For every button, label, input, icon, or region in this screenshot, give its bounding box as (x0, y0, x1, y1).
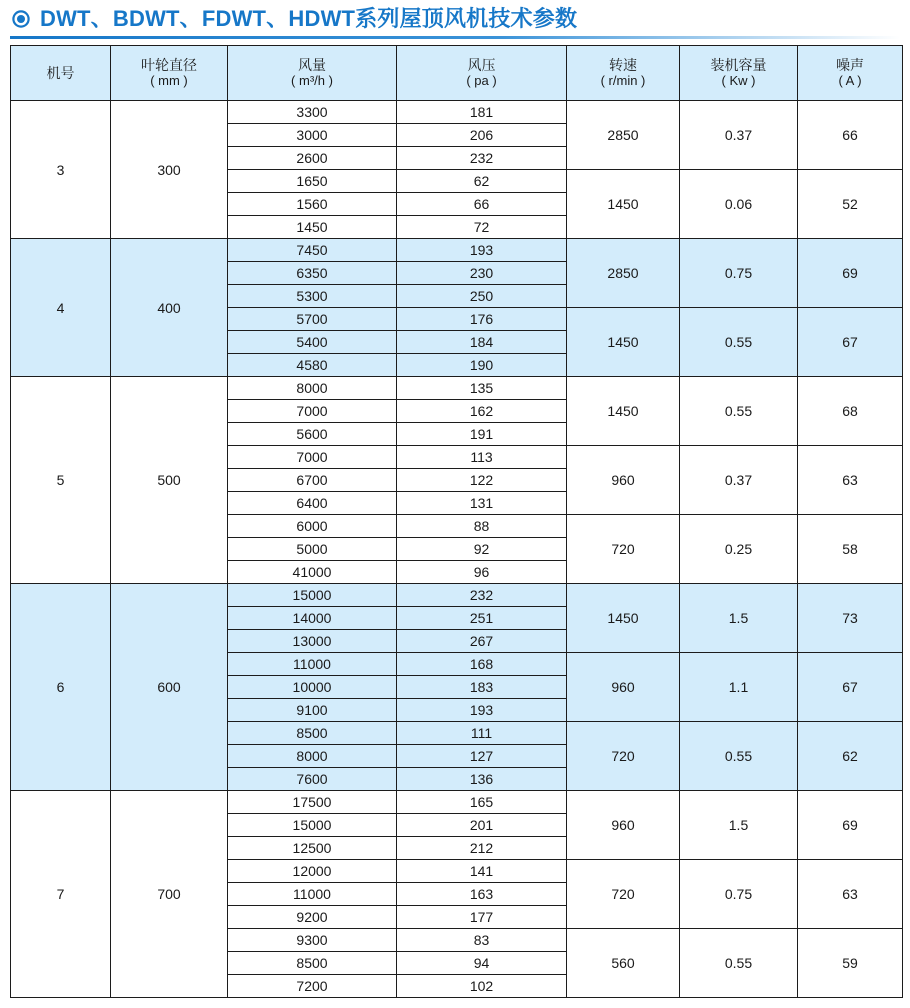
pressure-cell: 162 (397, 400, 567, 423)
pressure-cell: 232 (397, 584, 567, 607)
pressure-cell: 92 (397, 538, 567, 561)
airflow-cell: 5600 (228, 423, 397, 446)
column-label: 风量 (298, 57, 326, 73)
pressure-cell: 127 (397, 745, 567, 768)
airflow-cell: 11000 (228, 653, 397, 676)
airflow-cell: 11000 (228, 883, 397, 906)
page-header (10, 4, 900, 36)
speed-cell: 960 (567, 791, 680, 860)
airflow-cell: 5700 (228, 308, 397, 331)
pressure-cell: 190 (397, 354, 567, 377)
airflow-cell: 7450 (228, 239, 397, 262)
speed-cell: 1450 (567, 170, 680, 239)
pressure-cell: 163 (397, 883, 567, 906)
airflow-cell: 2600 (228, 147, 397, 170)
column-label: 转速 (609, 57, 637, 73)
airflow-cell: 8500 (228, 722, 397, 745)
power-cell: 0.06 (680, 170, 798, 239)
speed-cell: 960 (567, 446, 680, 515)
airflow-cell: 5000 (228, 538, 397, 561)
airflow-cell: 3300 (228, 101, 397, 124)
airflow-cell: 1650 (228, 170, 397, 193)
column-header (11, 46, 111, 101)
column-label: 叶轮直径 (141, 57, 197, 73)
pressure-cell: 135 (397, 377, 567, 400)
power-cell: 0.37 (680, 101, 798, 170)
airflow-cell: 12000 (228, 860, 397, 883)
pressure-cell: 212 (397, 837, 567, 860)
power-cell: 0.25 (680, 515, 798, 584)
airflow-cell: 5300 (228, 285, 397, 308)
power-cell: 1.5 (680, 791, 798, 860)
airflow-cell: 6400 (228, 492, 397, 515)
table-row (11, 791, 903, 814)
title-underline (10, 36, 900, 39)
header-row (11, 46, 903, 101)
column-label: 装机容量 (710, 57, 767, 73)
airflow-cell: 7600 (228, 768, 397, 791)
speed-cell: 1450 (567, 377, 680, 446)
pressure-cell: 267 (397, 630, 567, 653)
column-unit: ( A ) (838, 73, 862, 88)
airflow-cell: 7200 (228, 975, 397, 998)
speed-cell: 1450 (567, 584, 680, 653)
speed-cell: 2850 (567, 101, 680, 170)
noise-cell: 63 (798, 446, 903, 515)
power-cell: 1.5 (680, 584, 798, 653)
impeller-diameter-cell: 400 (111, 239, 228, 377)
column-unit: ( r/min ) (600, 73, 646, 88)
speed-cell: 720 (567, 515, 680, 584)
airflow-cell: 9200 (228, 906, 397, 929)
table-row (11, 584, 903, 607)
airflow-cell: 6000 (228, 515, 397, 538)
airflow-cell: 8000 (228, 377, 397, 400)
speed-cell: 2850 (567, 239, 680, 308)
column-label: 噪声 (836, 57, 864, 73)
impeller-diameter-cell: 500 (111, 377, 228, 584)
pressure-cell: 96 (397, 561, 567, 584)
airflow-cell: 6350 (228, 262, 397, 285)
pressure-cell: 141 (397, 860, 567, 883)
power-cell: 0.55 (680, 929, 798, 998)
power-cell: 0.75 (680, 239, 798, 308)
pressure-cell: 102 (397, 975, 567, 998)
pressure-cell: 66 (397, 193, 567, 216)
pressure-cell: 232 (397, 147, 567, 170)
airflow-cell: 1450 (228, 216, 397, 239)
pressure-cell: 184 (397, 331, 567, 354)
column-header (798, 46, 903, 101)
column-label: 风压 (467, 57, 496, 73)
model-number-cell: 5 (11, 377, 111, 584)
column-unit: ( pa ) (466, 73, 497, 88)
airflow-cell: 5400 (228, 331, 397, 354)
noise-cell: 58 (798, 515, 903, 584)
pressure-cell: 131 (397, 492, 567, 515)
spec-table-body (11, 101, 903, 998)
airflow-cell: 14000 (228, 607, 397, 630)
airflow-cell: 12500 (228, 837, 397, 860)
column-unit: ( Kw ) (721, 73, 756, 88)
power-cell: 0.55 (680, 722, 798, 791)
pressure-cell: 113 (397, 446, 567, 469)
airflow-cell: 3000 (228, 124, 397, 147)
noise-cell: 68 (798, 377, 903, 446)
column-header (111, 46, 228, 101)
noise-cell: 67 (798, 653, 903, 722)
power-cell: 0.55 (680, 308, 798, 377)
noise-cell: 66 (798, 101, 903, 170)
pressure-cell: 251 (397, 607, 567, 630)
pressure-cell: 201 (397, 814, 567, 837)
airflow-cell: 7000 (228, 400, 397, 423)
airflow-cell: 17500 (228, 791, 397, 814)
pressure-cell: 165 (397, 791, 567, 814)
model-number-cell: 4 (11, 239, 111, 377)
power-cell: 1.1 (680, 653, 798, 722)
airflow-cell: 15000 (228, 584, 397, 607)
airflow-cell: 15000 (228, 814, 397, 837)
airflow-cell: 13000 (228, 630, 397, 653)
pressure-cell: 177 (397, 906, 567, 929)
pressure-cell: 230 (397, 262, 567, 285)
table-row (11, 239, 903, 262)
pressure-cell: 62 (397, 170, 567, 193)
airflow-cell: 9300 (228, 929, 397, 952)
airflow-cell: 10000 (228, 676, 397, 699)
column-unit: ( mm ) (150, 73, 188, 88)
noise-cell: 63 (798, 860, 903, 929)
noise-cell: 67 (798, 308, 903, 377)
pressure-cell: 250 (397, 285, 567, 308)
noise-cell: 69 (798, 791, 903, 860)
column-unit: ( m³/h ) (291, 73, 333, 88)
column-header (567, 46, 680, 101)
speed-cell: 1450 (567, 308, 680, 377)
page-title: DWT、BDWT、FDWT、HDWT系列屋顶风机技术参数 (40, 6, 578, 31)
airflow-cell: 8500 (228, 952, 397, 975)
table-row (11, 377, 903, 400)
airflow-cell: 1560 (228, 193, 397, 216)
speed-cell: 960 (567, 653, 680, 722)
pressure-cell: 88 (397, 515, 567, 538)
impeller-diameter-cell: 700 (111, 791, 228, 998)
noise-cell: 59 (798, 929, 903, 998)
pressure-cell: 183 (397, 676, 567, 699)
pressure-cell: 168 (397, 653, 567, 676)
column-label: 机号 (46, 65, 75, 81)
airflow-cell: 8000 (228, 745, 397, 768)
airflow-cell: 9100 (228, 699, 397, 722)
pressure-cell: 176 (397, 308, 567, 331)
model-number-cell: 7 (11, 791, 111, 998)
noise-cell: 52 (798, 170, 903, 239)
power-cell: 0.55 (680, 377, 798, 446)
airflow-cell: 7000 (228, 446, 397, 469)
pressure-cell: 181 (397, 101, 567, 124)
column-header (228, 46, 397, 101)
spec-table (10, 45, 903, 998)
airflow-cell: 41000 (228, 561, 397, 584)
circle-bullet-icon (12, 10, 30, 28)
pressure-cell: 193 (397, 239, 567, 262)
pressure-cell: 206 (397, 124, 567, 147)
pressure-cell: 72 (397, 216, 567, 239)
pressure-cell: 191 (397, 423, 567, 446)
power-cell: 0.75 (680, 860, 798, 929)
model-number-cell: 3 (11, 101, 111, 239)
noise-cell: 62 (798, 722, 903, 791)
impeller-diameter-cell: 300 (111, 101, 228, 239)
speed-cell: 720 (567, 860, 680, 929)
pressure-cell: 94 (397, 952, 567, 975)
pressure-cell: 111 (397, 722, 567, 745)
pressure-cell: 193 (397, 699, 567, 722)
table-row (11, 101, 903, 124)
model-number-cell: 6 (11, 584, 111, 791)
speed-cell: 560 (567, 929, 680, 998)
airflow-cell: 4580 (228, 354, 397, 377)
speed-cell: 720 (567, 722, 680, 791)
impeller-diameter-cell: 600 (111, 584, 228, 791)
pressure-cell: 136 (397, 768, 567, 791)
column-header (397, 46, 567, 101)
airflow-cell: 6700 (228, 469, 397, 492)
pressure-cell: 83 (397, 929, 567, 952)
column-header (680, 46, 798, 101)
noise-cell: 73 (798, 584, 903, 653)
pressure-cell: 122 (397, 469, 567, 492)
noise-cell: 69 (798, 239, 903, 308)
power-cell: 0.37 (680, 446, 798, 515)
